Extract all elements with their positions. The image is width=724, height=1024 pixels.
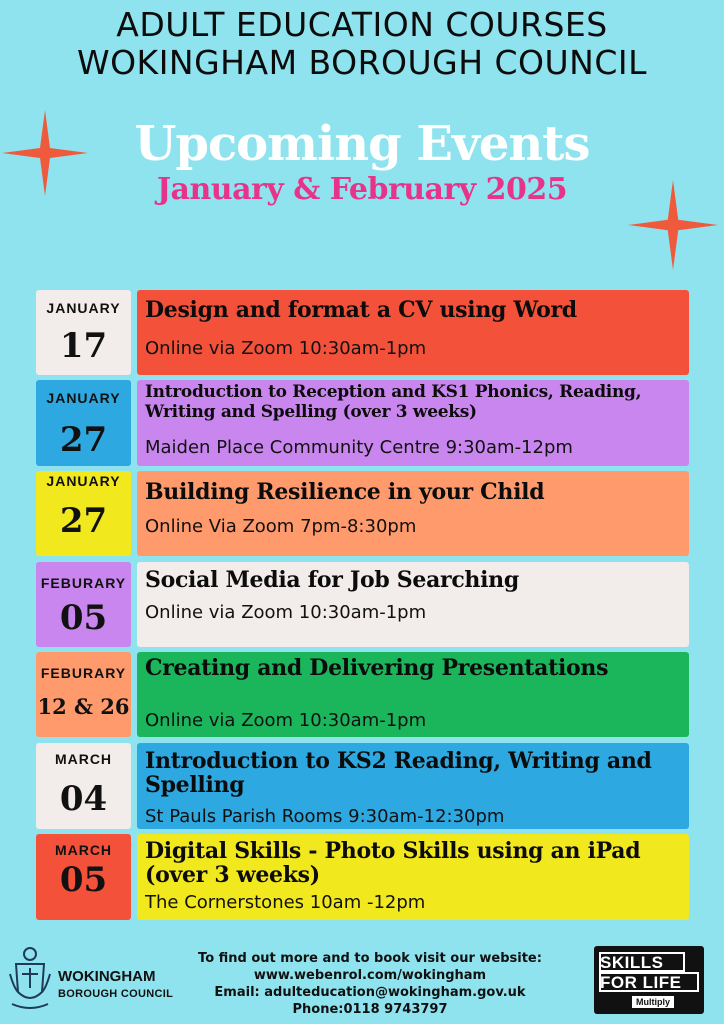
event-day: 04 <box>59 779 108 819</box>
event-month: MARCH <box>54 751 113 767</box>
event-card <box>137 743 689 829</box>
header-line-1: ADULT EDUCATION COURSES <box>116 5 608 44</box>
event-date-box <box>36 652 131 737</box>
council-sub: BOROUGH COUNCIL <box>58 988 174 1000</box>
event-day: 12 & 26 <box>37 694 130 719</box>
event-day: 05 <box>59 598 108 638</box>
sparkle-icon-right <box>628 180 718 270</box>
event-date-box <box>36 380 131 466</box>
phone-number: Phone:0118 9743797 <box>292 1002 448 1017</box>
event-month: JANUARY <box>46 473 121 489</box>
event-location: Online Via Zoom 7pm-8:30pm <box>145 516 417 537</box>
page-heading: Upcoming Events <box>134 116 590 172</box>
event-date-box <box>36 471 131 556</box>
event-location: Online via Zoom 10:30am-1pm <box>145 710 427 731</box>
skills-for-life-logo <box>594 946 704 1014</box>
email-link[interactable]: Email: adulteducation@wokingham.gov.uk <box>214 985 526 1000</box>
event-location: Online via Zoom 10:30am-1pm <box>145 338 427 359</box>
event-date-box <box>36 834 131 920</box>
event-location: Online via Zoom 10:30am-1pm <box>145 602 427 623</box>
event-card <box>137 471 689 556</box>
event-location: Maiden Place Community Centre 9:30am-12pm <box>145 437 573 458</box>
event-day: 17 <box>59 326 108 366</box>
event-title: Digital Skills - Photo Skills using an iPad (over 3 weeks) <box>145 838 641 888</box>
event-day: 27 <box>59 501 108 541</box>
event-title: Social Media for Job Searching <box>145 567 519 593</box>
website-link[interactable]: www.webenrol.com/wokingham <box>253 968 487 983</box>
skills-line-2: FOR LIFE <box>600 973 682 992</box>
council-name: WOKINGHAM <box>58 968 156 985</box>
event-day: 27 <box>59 420 108 460</box>
skills-line-1: SKILLS <box>600 953 664 972</box>
header-line-2: WOKINGHAM BOROUGH COUNCIL <box>76 43 648 82</box>
council-crest-icon <box>6 944 54 1014</box>
event-title: Building Resilience in your Child <box>145 479 545 505</box>
event-title: Creating and Delivering Presentations <box>145 655 609 681</box>
event-location: St Pauls Parish Rooms 9:30am-12:30pm <box>145 806 505 827</box>
event-month: MARCH <box>54 842 113 858</box>
event-location: The Cornerstones 10am -12pm <box>145 892 426 913</box>
event-date-box <box>36 562 131 647</box>
event-card <box>137 834 689 920</box>
contact-intro: To find out more and to book visit our website: <box>198 951 542 966</box>
event-card <box>137 380 689 466</box>
event-title: Introduction to KS2 Reading, Writing and Spelling <box>145 748 652 798</box>
event-month: FEBURARY <box>40 575 127 591</box>
event-date-box <box>36 290 131 375</box>
sparkle-icon-left <box>2 110 88 196</box>
event-title: Introduction to Reception and KS1 Phonics, Reading, Writing and Spelling (over 3 weeks) <box>145 382 642 422</box>
event-card <box>137 290 689 375</box>
event-month: JANUARY <box>46 300 121 316</box>
event-card <box>137 562 689 647</box>
event-day: 05 <box>59 860 108 900</box>
contact-info <box>160 950 580 1018</box>
event-month: FEBURARY <box>40 665 127 681</box>
event-title: Design and format a CV using Word <box>145 297 577 323</box>
event-card <box>137 652 689 737</box>
event-month: JANUARY <box>46 390 121 406</box>
page-subheading: January & February 2025 <box>156 172 568 207</box>
event-date-box <box>36 743 131 829</box>
multiply-badge: Multiply <box>632 996 674 1008</box>
